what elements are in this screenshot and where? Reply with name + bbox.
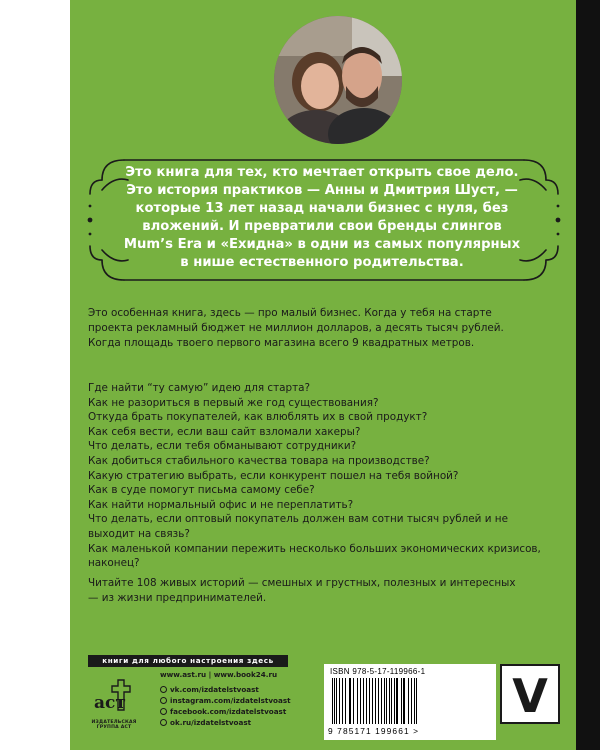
age-mark-text: V bbox=[512, 669, 548, 723]
barcode-bar bbox=[349, 678, 351, 724]
barcode-bar bbox=[360, 678, 361, 724]
barcode-bar bbox=[369, 678, 370, 724]
list-item: Как добиться стабильного качества товара на производстве? bbox=[88, 454, 430, 467]
list-item: Как себя вести, если ваш сайт взломали хакеры? bbox=[88, 425, 361, 438]
barcode-bar bbox=[394, 678, 395, 724]
barcode-bar bbox=[416, 678, 417, 724]
barcode-bar bbox=[389, 678, 390, 724]
barcode-bar bbox=[403, 678, 405, 724]
social-link-ok: ok.ru/izdatelstvoast bbox=[160, 717, 291, 728]
barcode-bar bbox=[366, 678, 367, 724]
barcode-bar bbox=[339, 678, 340, 724]
ok-icon bbox=[160, 719, 167, 726]
barcode-bar bbox=[332, 678, 333, 724]
list-item: Как не разориться в первый же год существования? bbox=[88, 396, 379, 409]
book-spine-edge bbox=[576, 0, 600, 750]
barcode-bar bbox=[363, 678, 364, 724]
barcode-bar bbox=[378, 678, 379, 724]
barcode-number: 9 785171 199661 > bbox=[328, 726, 420, 736]
barcode-bar bbox=[381, 678, 382, 724]
social-links bbox=[160, 684, 291, 728]
back-cover bbox=[70, 0, 576, 750]
barcode-bar bbox=[414, 678, 415, 724]
barcode-bar bbox=[345, 678, 346, 724]
isbn-label: ISBN 978-5-17-119966-1 bbox=[330, 667, 426, 676]
social-link-vk: vk.com/izdatelstvoast bbox=[160, 684, 291, 695]
author-photo bbox=[274, 16, 402, 144]
list-item: Какую стратегию выбрать, если конкурент пошел на тебя войной? bbox=[88, 469, 459, 482]
barcode-bar bbox=[384, 678, 385, 724]
barcode-bar bbox=[336, 678, 337, 724]
publisher-websites: www.ast.ru | www.book24.ru bbox=[160, 670, 278, 679]
ast-logo-icon bbox=[92, 676, 132, 716]
instagram-icon bbox=[160, 697, 167, 704]
social-link-facebook: facebook.com/izdatelstvoast bbox=[160, 706, 291, 717]
list-item: Что делать, если тебя обманывают сотрудники? bbox=[88, 440, 357, 453]
barcode-bar bbox=[342, 678, 343, 724]
barcode-bar bbox=[353, 678, 354, 724]
list-item: Что делать, если оптовый покупатель должен вам сотни тысяч рублей и не выходит на связь? bbox=[88, 513, 508, 540]
publisher-name: ИЗДАТЕЛЬСКАЯ ГРУППА АСТ bbox=[91, 720, 137, 730]
slogan-banner: книги для любого настроения здесь bbox=[88, 655, 288, 667]
age-rating-mark bbox=[500, 664, 560, 724]
barcode-bar bbox=[372, 678, 373, 724]
logo-text: аст bbox=[94, 693, 126, 713]
social-link-instagram: instagram.com/izdatelstvoast bbox=[160, 695, 291, 706]
list-item: Как маленькой компании пережить несколько больших экономических кризисов, наконец? bbox=[88, 542, 541, 570]
list-item: Где найти “ту самую” идею для старта? bbox=[88, 382, 311, 394]
list-item: Откуда брать покупателей, как влюблять их в свой продукт? bbox=[88, 411, 428, 424]
closing-paragraph: Читайте 108 живых историй — смешных и грустных, полезных и интересных — из жизни предпринимателей. bbox=[88, 577, 516, 604]
barcode-bar bbox=[334, 678, 335, 724]
barcode-bar bbox=[357, 678, 358, 724]
vk-icon bbox=[160, 686, 167, 693]
barcode bbox=[324, 664, 496, 740]
intro-paragraph: Это особенная книга, здесь — про малый бизнес. Когда у тебя на старте проекта рекламный бюджет не миллион долларов, а десять тысяч рублей. Когда площадь твоего первого магазина всего 9 квадратных метров. bbox=[88, 307, 504, 349]
list-item: Как найти нормальный офис и не переплатить? bbox=[88, 498, 354, 511]
barcode-bars bbox=[330, 678, 490, 726]
questions-list bbox=[88, 381, 548, 571]
barcode-bar bbox=[411, 678, 412, 724]
list-item: Как в суде помогут письма самому себе? bbox=[88, 484, 315, 497]
barcode-bar bbox=[375, 678, 376, 724]
barcode-bar bbox=[391, 678, 392, 724]
lead-text: Это книга для тех, кто мечтает открыть свое дело. Это история практиков — Анны и Дмитрия Шуст, — которые 13 лет назад начали бизнес с нуля, без вложений. И превратили свои бренды слингов Mum’s Era и «Ехидна» в одни из самых популярных в нише естественного родительства. bbox=[123, 165, 521, 270]
barcode-bar bbox=[401, 678, 402, 724]
barcode-bar bbox=[396, 678, 398, 724]
barcode-bar bbox=[408, 678, 409, 724]
barcode-bar bbox=[386, 678, 387, 724]
facebook-icon bbox=[160, 708, 167, 715]
